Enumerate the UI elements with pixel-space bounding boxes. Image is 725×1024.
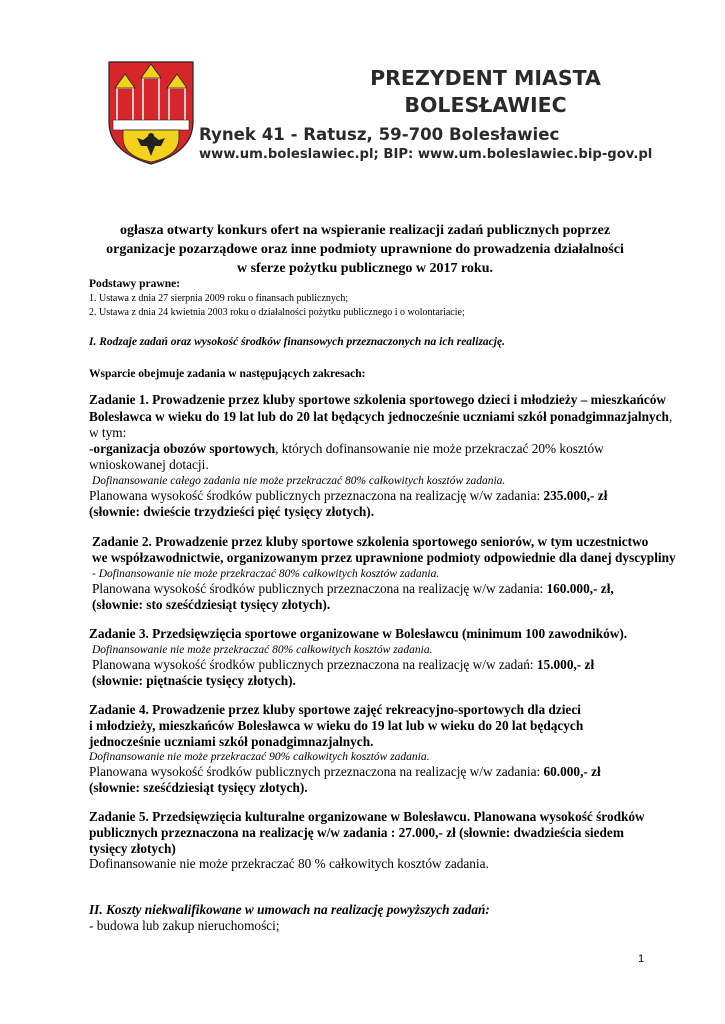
legal-basis-item: 1. Ustawa z dnia 27 sierpnia 2009 roku o finansach publicznych;: [89, 293, 349, 304]
title-line: w sferze pożytku publicznego w 2017 roku.: [236, 261, 494, 276]
task3-budget: [92, 657, 594, 673]
task1-budget-amount: 235.000,- zł: [543, 488, 608, 503]
task1-line: w tym:: [89, 425, 127, 440]
task4-title-cont: jednocześnie uczniami szkół ponadgimnazjalnych.: [89, 734, 374, 749]
task1-title-cont: [89, 409, 672, 425]
task3-cofinancing: Dofinansowanie nie może przekraczać 80% całkowitych kosztów zadania.: [92, 644, 433, 656]
letterhead-city: BOLESŁAWIEC: [404, 93, 567, 117]
task3-budget-text: Planowana wysokość środków publicznych przeznaczona na realizację w/w zadań:: [92, 657, 534, 672]
task2-title: Zadanie 2. Prowadzenie przez kluby sportowe szkolenia sportowego seniorów, w tym uczestnictwo: [92, 534, 649, 549]
task3-title: Zadanie 3. Przedsięwzięcia sportowe organizowane w Bolesławcu (minimum 100 zawodników).: [89, 626, 628, 641]
legal-basis-heading: Podstawy prawne:: [89, 278, 181, 290]
support-intro: Wsparcie obejmuje zadania w następujących zakresach:: [89, 368, 366, 380]
task1-camps-bold: -organizacja obozów sportowych: [89, 441, 276, 456]
task2-amount-words: (słownie: sto sześćdziesiąt tysięcy złotych).: [92, 597, 331, 612]
task1-title: Zadanie 1. Prowadzenie przez kluby sportowe szkolenia sportowego dzieci i młodzieży – mieszkańców: [89, 392, 667, 407]
letterhead: [107, 55, 667, 170]
section-heading: I. Rodzaje zadań oraz wysokość środków finansowych przeznaczonych na ich realizację.: [89, 336, 505, 348]
section2-item: - budowa lub zakup nieruchomości;: [89, 918, 280, 933]
letterhead-title: PREZYDENT MIASTA: [370, 66, 601, 90]
task4-title: Zadanie 4. Prowadzenie przez kluby sportowe zajęć rekreacyjno-sportowych dla dzieci: [89, 702, 581, 717]
task1-amount-words: (słownie: dwieście trzydzieści pięć tysięcy złotych).: [89, 504, 375, 519]
task2-budget-text: Planowana wysokość środków publicznych przeznaczona na realizację w/w zadania:: [92, 581, 544, 596]
task1-comma: ,: [668, 409, 673, 424]
letterhead-address: Rynek 41 - Ratusz, 59-700 Bolesławiec: [199, 125, 560, 144]
title-line: organizacje pozarządowe oraz inne podmioty uprawnione do prowadzenia działalności: [106, 242, 624, 257]
page-number: 1: [638, 953, 645, 965]
task5-cofinancing: Dofinansowanie nie może przekraczać 80 % całkowitych kosztów zadania.: [89, 856, 489, 871]
task3-amount-words: (słownie: piętnaście tysięcy złotych).: [92, 673, 296, 688]
task1-line: wnioskowanej dotacji.: [89, 457, 209, 472]
task1-cofinancing: Dofinansowanie całego zadania nie może przekraczać 80% całkowitych kosztów zadania.: [92, 475, 506, 487]
task4-title-cont: i młodzieży, mieszkańców Bolesławca w wieku do 19 lat lub w wieku do 20 lat będących: [89, 718, 584, 733]
task2-budget: [92, 581, 614, 597]
task4-budget-text: Planowana wysokość środków publicznych przeznaczona na realizację w/w zadania:: [89, 764, 541, 779]
task1-title-bold: Bolesławca w wieku do 19 lat lub do 20 lat będących jednocześnie uczniami szkół ponadgimnazjalnych: [89, 409, 669, 424]
task1-budget-text: Planowana wysokość środków publicznych przeznaczona na realizację w/w zadania:: [89, 488, 541, 503]
task2-budget-amount: 160.000,- zł,: [546, 581, 614, 596]
task4-amount-words: (słownie: sześćdziesiąt tysięcy złotych).: [89, 780, 308, 795]
task2-cofinancing: - Dofinansowanie nie może przekraczać 80% całkowitych kosztów zadania.: [92, 568, 440, 580]
city-crest-icon: [107, 60, 195, 165]
document-title: [80, 221, 650, 278]
task5-title-cont: publicznych przeznaczona na realizację w/w zadania : 27.000,- zł (słownie: dwadzieścia siedem: [89, 825, 624, 840]
legal-basis-item: 2. Ustawa z dnia 24 kwietnia 2003 roku o działalności pożytku publicznego i o wolontariacie;: [89, 307, 465, 318]
task4-cofinancing: Dofinansowanie nie może przekraczać 90% całkowitych kosztów zadania.: [89, 751, 430, 763]
task2-title-cont: we współzawodnictwie, organizowanym przez uprawnione podmioty odpowiednie dla danej dyscypliny: [92, 550, 676, 565]
task1-budget: [89, 488, 607, 504]
task1-camps-rest: , których dofinansowanie nie może przekraczać 20% kosztów: [275, 441, 604, 456]
title-line: ogłasza otwarty konkurs ofert na wspieranie realizacji zadań publicznych poprzez: [119, 223, 611, 238]
task4-budget-amount: 60.000,- zł: [543, 764, 601, 779]
task5-title-cont: tysięcy złotych): [89, 841, 176, 856]
task1-camps: [89, 441, 604, 457]
task3-budget-amount: 15.000,- zł: [536, 657, 595, 672]
section-heading: II. Koszty niekwalifikowane w umowach na realizację powyższych zadań:: [89, 902, 490, 917]
task5-title: Zadanie 5. Przedsięwzięcia kulturalne organizowane w Bolesławcu. Planowana wysokość środków: [89, 809, 645, 824]
letterhead-websites: www.um.boleslawiec.pl; BIP: www.um.boleslawiec.bip-gov.pl: [199, 147, 653, 162]
task4-budget: [89, 764, 601, 780]
